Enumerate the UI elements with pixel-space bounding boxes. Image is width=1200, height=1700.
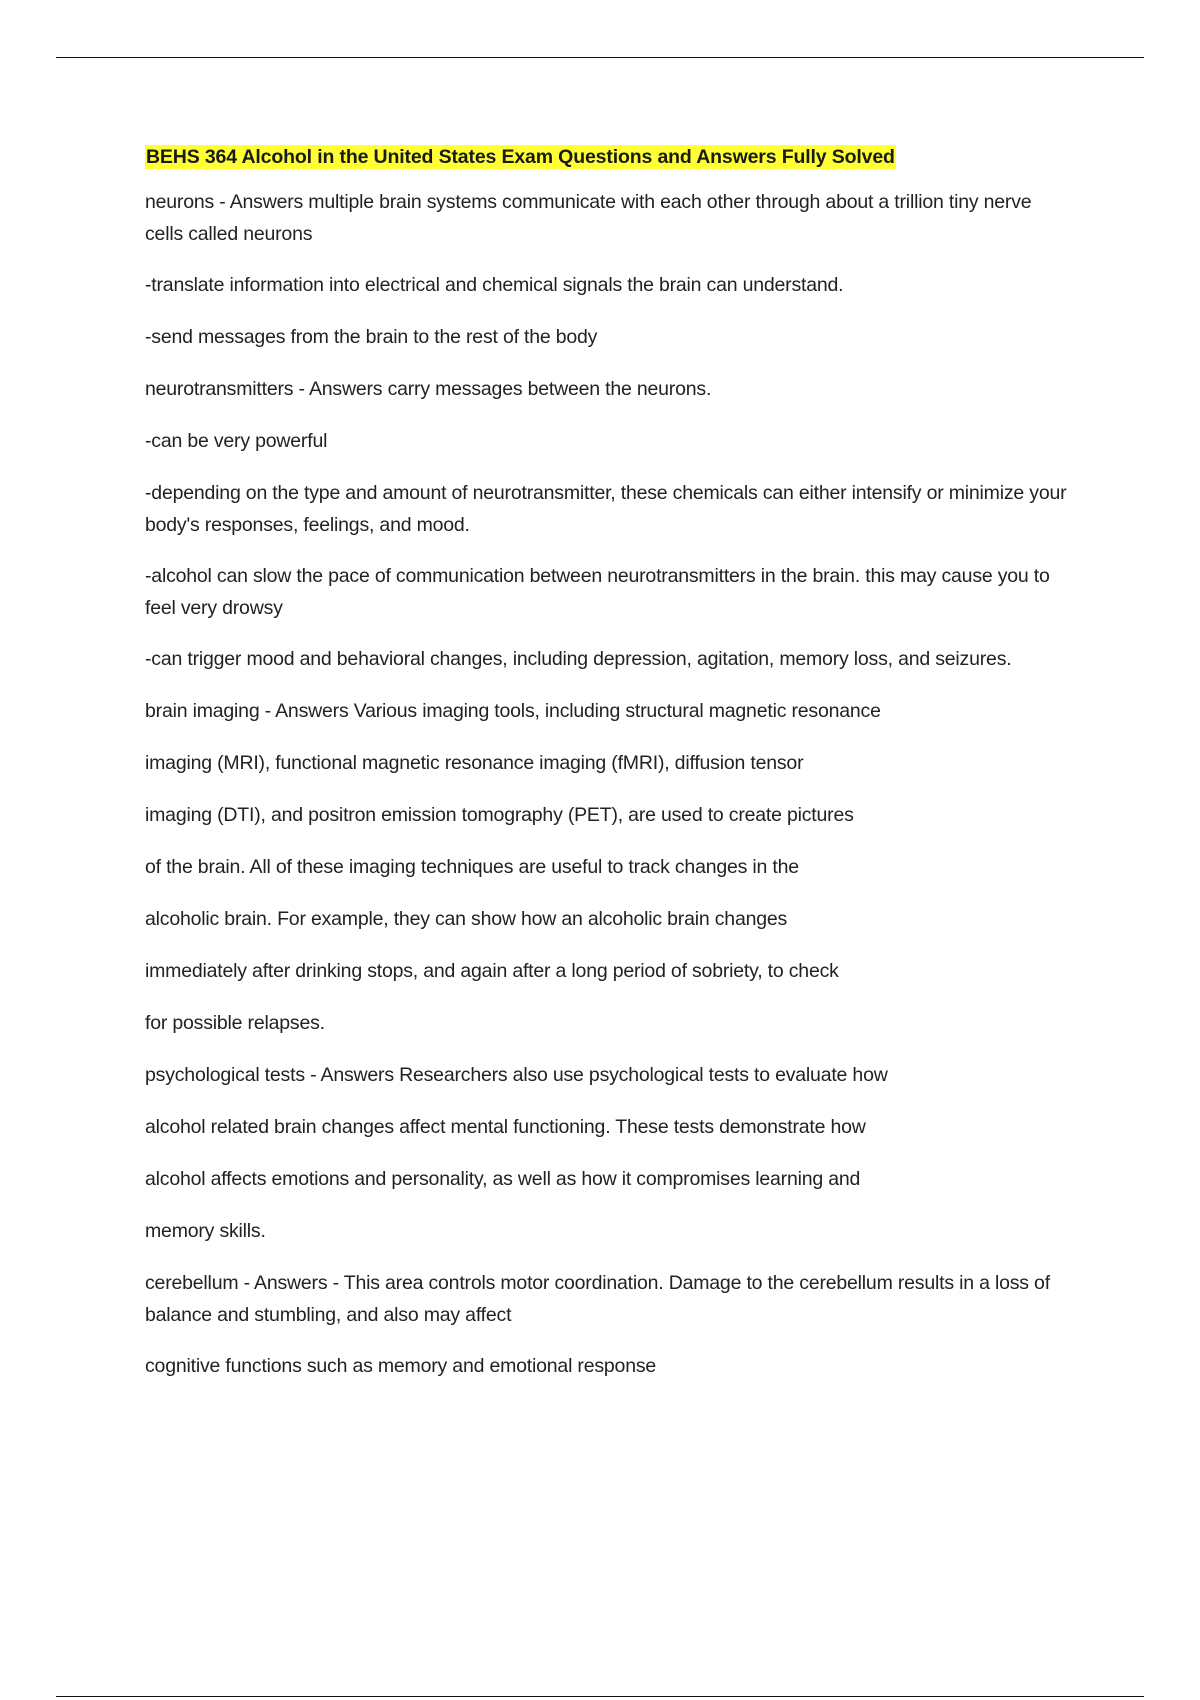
paragraph-alcohol-related: alcohol related brain changes affect mental functioning. These tests demonstrate how [145,1116,866,1138]
document-title: BEHS 364 Alcohol in the United States Exam Questions and Answers Fully Solved [146,146,895,168]
paragraph-cerebellum: cerebellum - Answers - This area controls motor coordination. Damage to the cerebellum results in a loss of balance and stumbling, and also may affect [145,1272,1050,1326]
paragraph-alcoholic-brain: alcoholic brain. For example, they can show how an alcoholic brain changes [145,908,788,930]
paragraph-imaging-dti: imaging (DTI), and positron emission tomography (PET), are used to create pictures [145,804,854,826]
paragraph-cognitive: cognitive functions such as memory and emotional response [145,1355,657,1377]
paragraph-alcohol-affects: alcohol affects emotions and personality, as well as how it compromises learning and [145,1168,861,1190]
paragraph-send-messages: -send messages from the brain to the rest of the body [145,326,598,348]
paragraph-imaging-mri: imaging (MRI), functional magnetic resonance imaging (fMRI), diffusion tensor [145,752,804,774]
top-divider [56,57,1144,58]
paragraph-of-the-brain: of the brain. All of these imaging techniques are useful to track changes in the [145,856,799,878]
paragraph-immediately: immediately after drinking stops, and again after a long period of sobriety, to check [145,960,839,982]
paragraph-neurotransmitters: neurotransmitters - Answers carry messages between the neurons. [145,378,712,400]
paragraph-psychological-tests: psychological tests - Answers Researchers also use psychological tests to evaluate how [145,1064,888,1086]
paragraph-alcohol-slow: -alcohol can slow the pace of communication between neurotransmitters in the brain. this may cause you to feel very drowsy [145,565,1050,619]
paragraph-depending: -depending on the type and amount of neurotransmitter, these chemicals can either intensify or minimize your body's responses, feelings, and mood. [145,482,1067,536]
document-body [145,145,1070,1402]
title-line [145,145,1070,186]
paragraph-relapses: for possible relapses. [145,1012,325,1034]
paragraph-mood-changes: -can trigger mood and behavioral changes, including depression, agitation, memory loss, and seizures. [145,648,1012,670]
bottom-divider [56,1696,1144,1697]
paragraph-brain-imaging: brain imaging - Answers Various imaging tools, including structural magnetic resonance [145,700,881,722]
paragraph-translate: -translate information into electrical and chemical signals the brain can understand. [145,274,844,296]
paragraph-memory-skills: memory skills. [145,1220,266,1242]
paragraph-neurons: neurons - Answers multiple brain systems communicate with each other through about a trillion tiny nerve cells called neurons [145,191,1032,245]
paragraph-powerful: -can be very powerful [145,430,328,452]
